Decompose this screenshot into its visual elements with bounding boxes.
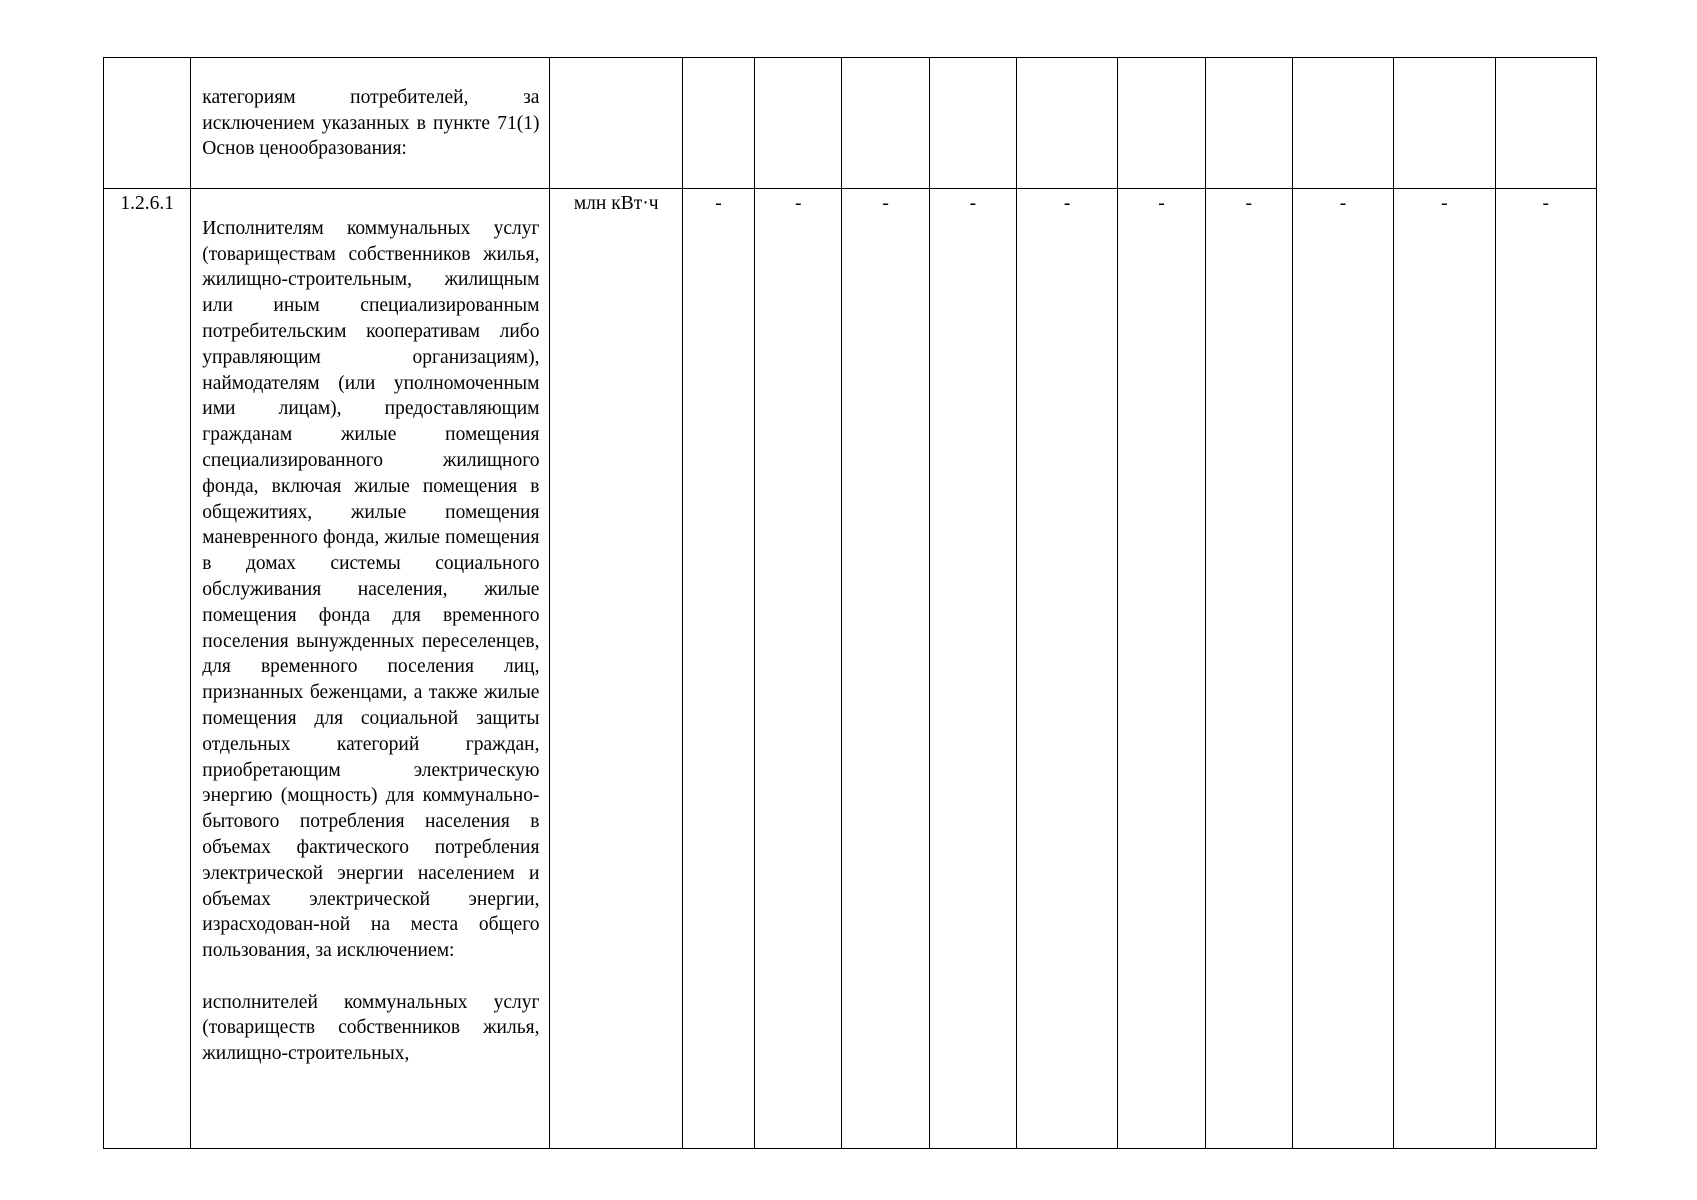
unit-cell: млн кВт·ч xyxy=(550,188,682,1148)
value-cell: - xyxy=(842,188,929,1148)
value-cell xyxy=(682,58,754,189)
description-paragraph: исполнителей коммунальных услуг (товариществ собственников жилья, жилищно-строительных, xyxy=(202,991,540,1065)
value-cell xyxy=(1118,58,1205,189)
value-cell xyxy=(1205,58,1292,189)
row-description-cell xyxy=(191,58,550,189)
row-number-cell: 1.2.6.1 xyxy=(104,188,191,1148)
value-cell: - xyxy=(755,188,842,1148)
description-paragraph: категориям потребителей, за исключением указанных в пункте 71(1) Основ ценообразования: xyxy=(202,86,540,160)
value-cell xyxy=(1495,58,1596,189)
value-cell: - xyxy=(1394,188,1495,1148)
value-cell xyxy=(755,58,842,189)
row-description-cell xyxy=(191,188,550,1148)
value-cell: - xyxy=(1495,188,1596,1148)
value-cell xyxy=(1016,58,1117,189)
value-cell xyxy=(842,58,929,189)
value-cell: - xyxy=(682,188,754,1148)
value-cell: - xyxy=(929,188,1016,1148)
value-cell: - xyxy=(1205,188,1292,1148)
table-row xyxy=(104,188,1597,1148)
unit-cell xyxy=(550,58,682,189)
value-cell: - xyxy=(1118,188,1205,1148)
value-cell xyxy=(1394,58,1495,189)
value-cell xyxy=(1292,58,1393,189)
table-row xyxy=(104,58,1597,189)
row-number-cell xyxy=(104,58,191,189)
value-cell: - xyxy=(1292,188,1393,1148)
value-cell xyxy=(929,58,1016,189)
description-paragraph: Исполнителям коммунальных услуг (товариществам собственников жилья, жилищно-строительным, жилищным или иным специализированным потребительским кооперативам либо управляющим организациям), наймодателям (или уполномоченным ими лицам), предоставляющим гражданам жилые помещения специализированного жилищного фонда, включая жилые помещения в общежитиях, жилые помещения маневренного фонда, жилые помещения в домах системы социального обслуживания населения, жилые помещения фонда для временного поселения вынужденных переселенцев, для временного поселения лиц, признанных беженцами, а также жилые помещения для социальной защиты отдельных категорий граждан, приобретающим электрическую энергию (мощность) для коммунально-бытового потребления населения в объемах фактического потребления электрической энергии населением и объемах электрической энергии, израсходован-ной на места общего пользования, за исключением: xyxy=(202,217,540,962)
data-table xyxy=(103,57,1597,1149)
value-cell: - xyxy=(1016,188,1117,1148)
